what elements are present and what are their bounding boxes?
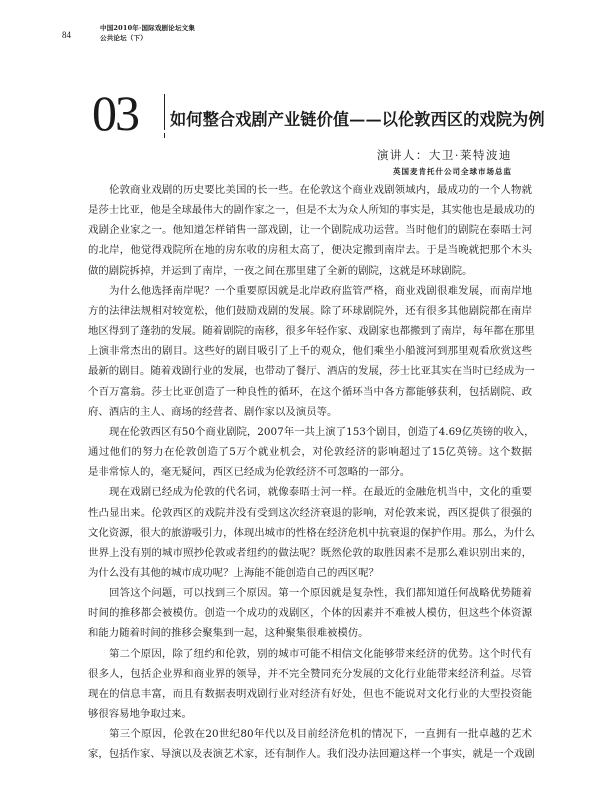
paragraph bbox=[88, 583, 532, 643]
text-line: 通过他们的努力在伦敦创造了5万个就业机会，对伦敦经济的影响超过了15亿英镑。这个数据 bbox=[88, 446, 532, 459]
text-line: 现在伦敦西区有50个商业剧院，2007年一共上演了153个剧目，创造了4.69亿英镑的收入， bbox=[109, 425, 535, 438]
text-line: 文化资源，很大的旅游吸引力，体现出城市的性格在经济危机中抗衰退的保护作用。那么，为什么 bbox=[88, 526, 535, 539]
text-line: 为什么他选择南岸呢？一个重要原因就是北岸政府监管严格，商业戏剧很难发展，而南岸地 bbox=[109, 284, 532, 297]
paragraph bbox=[88, 482, 535, 583]
text-line: 是莎士比亚，他是全球最伟大的剧作家之一，但是不太为众人所知的事实是，其实他也是最成功的 bbox=[88, 204, 535, 217]
text-line: 戏剧企业家之一。他知道怎样销售一部戏剧，让一个剧院成功运营。当时他们的剧院在泰晤士河 bbox=[88, 224, 532, 237]
text-line: 回答这个问题，可以找到三个原因。第一个原因就是复杂性，我们都知道任何战略优势随着 bbox=[109, 587, 532, 600]
paragraph bbox=[88, 180, 535, 281]
text-line: 是非常惊人的，毫无疑问，西区已经成为伦敦经济不可忽略的一部分。 bbox=[88, 466, 411, 479]
paragraph bbox=[88, 724, 535, 764]
text-line: 家，包括作家、导演以及表演艺术家，还有制作人。我们没办法回避这样一个事实，就是一个戏剧 bbox=[88, 748, 535, 761]
text-line: 时间的推移都会被模仿。创造一个成功的戏剧区，个体的因素并不难被人模仿，但这些个体资源 bbox=[88, 607, 532, 620]
page-number: 84 bbox=[62, 30, 71, 40]
text-line: 现在的信息丰富，而且有数据表明戏剧行业对经济有好处，但也不能说对文化行业的大型投资能 bbox=[88, 687, 532, 700]
running-head-book-title: 中国2010年·国际戏剧论坛文集 bbox=[100, 24, 196, 32]
text-line: 的北岸，他觉得戏院所在地的房东收的房租太高了，便决定搬到南岸去。于是当晚就把那个木头 bbox=[88, 244, 532, 257]
text-line: 上演非常杰出的剧目。这些好的剧目吸引了上千的观众，他们乘坐小船渡河到那里观看欣赏这些 bbox=[88, 345, 532, 358]
text-line: 第二个原因，除了纽约和伦敦，别的城市可能不相信文化能够带来经济的优势。这个时代有 bbox=[109, 647, 532, 660]
text-line: 个百万富翁。莎士比亚创造了一种良性的循环，在这个循环当中各方都能够获利，包括剧院、政 bbox=[88, 385, 532, 398]
text-line: 世界上没有别的城市照抄伦敦或者纽约的做法呢？既然伦敦的取胜因素不是那么难识别出来的， bbox=[88, 546, 532, 559]
divider bbox=[164, 94, 165, 130]
text-line: 地区得到了蓬勃的发展。随着剧院的南移，很多年轻作家、戏剧家也都搬到了南岸，每年都在那里 bbox=[88, 325, 535, 338]
text-line: 做的剧院拆掉，并运到了南岸，一夜之间在那里建了全新的剧院，这就是环球剧院。 bbox=[88, 264, 473, 277]
running-head-section: 公共论坛（下） bbox=[100, 34, 147, 42]
paragraph bbox=[88, 644, 532, 725]
divider bbox=[164, 133, 165, 138]
paragraph bbox=[88, 281, 535, 422]
text-line: 为什么没有其他的城市成功呢？上海能不能创造自己的西区呢？ bbox=[88, 566, 379, 579]
text-line: 最新的剧目。随着戏剧行业的发展，也带动了餐厅、酒店的发展，莎士比亚其实在当时已经成为一 bbox=[88, 365, 535, 378]
speaker-affiliation: 英国麦肯托什公司全球市场总监 bbox=[393, 167, 512, 176]
speaker: 演讲人：大卫·莱特波迪 bbox=[376, 148, 512, 162]
text-line: 够很容易地争取过来。 bbox=[88, 708, 192, 721]
body-text bbox=[88, 180, 535, 765]
chapter-number: 03 bbox=[92, 85, 138, 141]
paragraph bbox=[88, 422, 535, 482]
text-line: 性凸显出来。伦敦西区的戏院并没有受到这次经济衰退的影响，对伦敦来说，西区提供了很强的 bbox=[88, 506, 532, 519]
text-line: 伦敦商业戏剧的历史要比美国的长一些。在伦敦这个商业戏剧领域内，最成功的一个人物就 bbox=[109, 184, 532, 196]
text-line: 很多人，包括企业界和商业界的领导，并不完全赞同充分发展的文化行业能带来经济利益。尽管 bbox=[88, 667, 532, 680]
text-line: 现在戏剧已经成为伦敦的代名词，就像泰晤士河一样。在最近的金融危机当中，文化的重要 bbox=[109, 486, 532, 499]
text-line: 方的法律法规相对较宽松，他们鼓励戏剧的发展。除了环球剧院外，还有很多其他剧院都在南岸 bbox=[88, 304, 532, 317]
text-line: 和能力随着时间的推移会聚集到一起，这种聚集很难被模仿。 bbox=[88, 627, 369, 640]
text-line: 府、酒店的主人、商场的经营者、剧作家以及演员等。 bbox=[88, 405, 338, 418]
chapter-title: 如何整合戏剧产业链价值——以伦敦西区的戏院为例 bbox=[170, 110, 545, 129]
text-line: 第三个原因，伦敦在20世纪80年代以及目前经济危机的情况下，一直拥有一批卓越的艺术 bbox=[109, 728, 532, 741]
